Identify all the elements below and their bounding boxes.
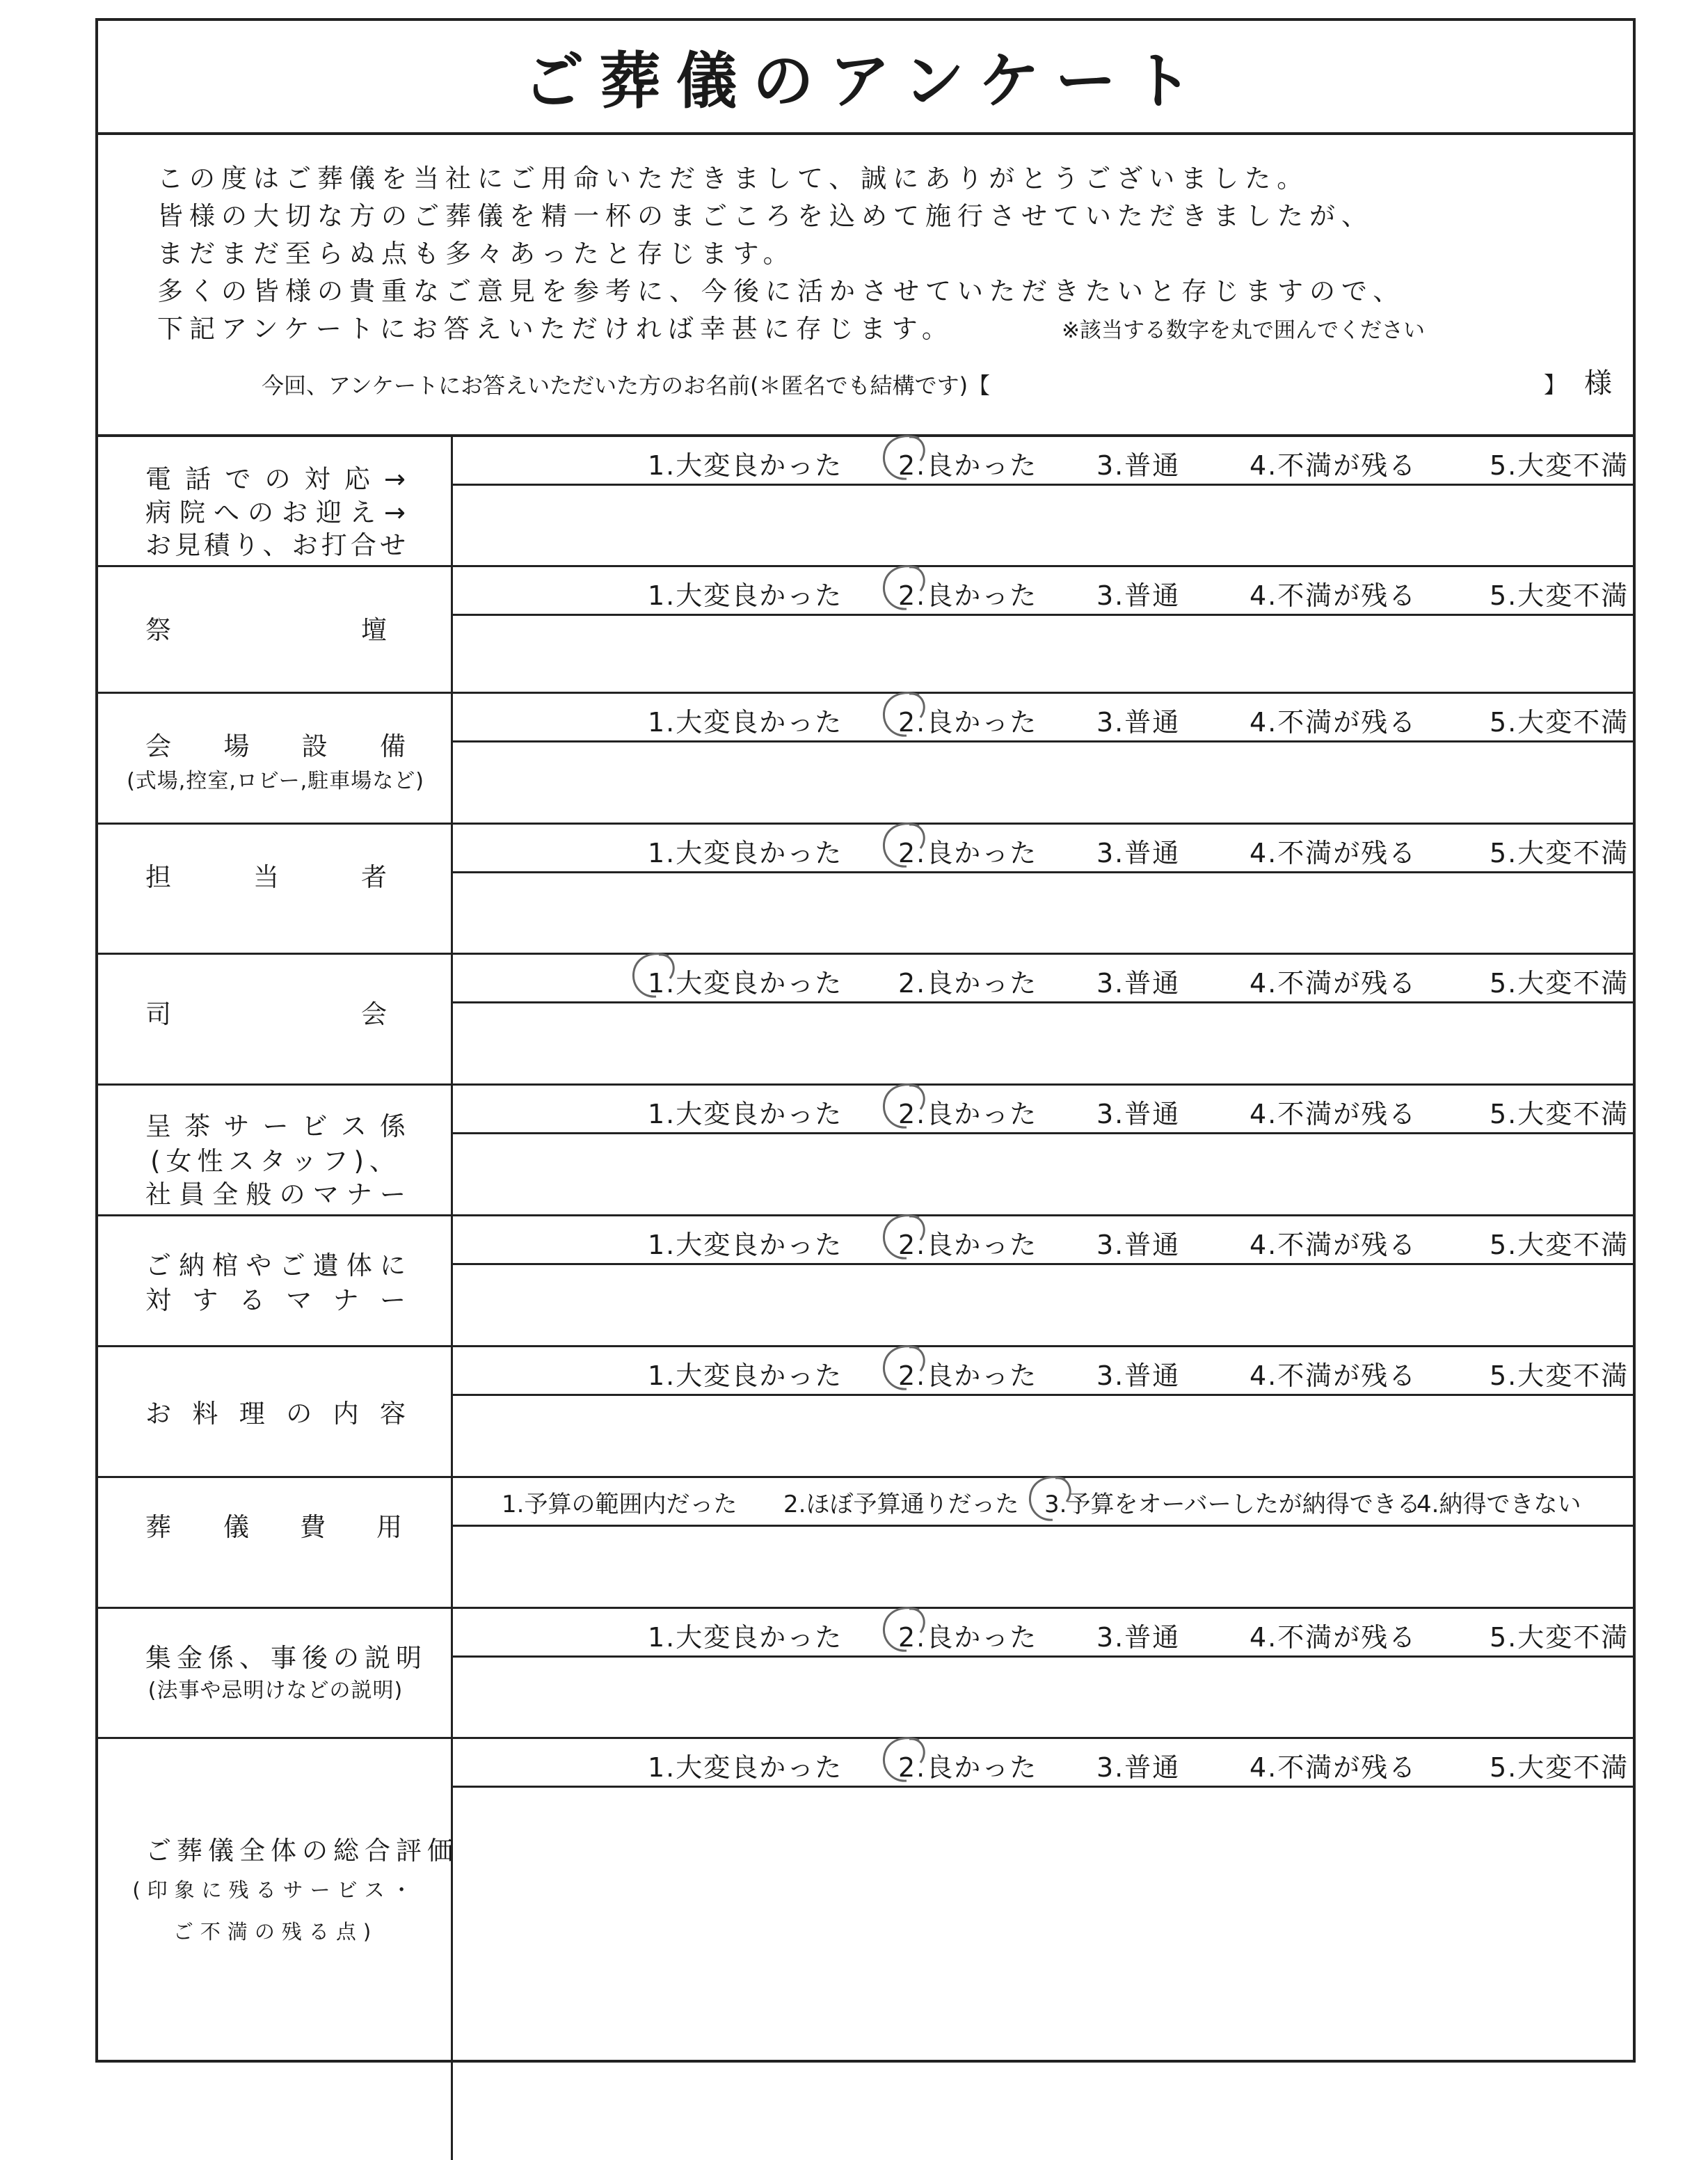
answer-option[interactable]: 4.不満が残る bbox=[1250, 1360, 1417, 1391]
answer-option[interactable]: 2.良かった bbox=[898, 1360, 1038, 1391]
question-label bbox=[98, 1478, 453, 1607]
question-row bbox=[98, 1609, 1633, 1739]
intro-line-5: 下記アンケートにお答えいただければ幸甚に存じます。 bbox=[157, 314, 954, 344]
question-label-line: 対するマナー bbox=[145, 1285, 406, 1315]
question-label-line: 会 bbox=[361, 999, 392, 1029]
question-label-line: ご不満の残る点) bbox=[173, 1920, 378, 1944]
comment-area[interactable] bbox=[453, 1265, 1633, 1345]
intro-line-2: 皆様の大切な方のご葬儀を精一杯のまごころを込めて施行させていただきましたが、 bbox=[157, 201, 1373, 231]
answer-option[interactable]: 4.不満が残る bbox=[1250, 1752, 1417, 1783]
answer-option[interactable]: 4.不満が残る bbox=[1250, 1099, 1417, 1129]
name-bracket-close: 】 bbox=[1543, 372, 1566, 398]
answer-option[interactable]: 1.大変良かった bbox=[648, 580, 843, 611]
question-label bbox=[98, 437, 453, 565]
answer-option[interactable]: 4.不満が残る bbox=[1250, 838, 1417, 868]
question-row bbox=[98, 1216, 1633, 1347]
page-title: ご葬儀のアンケート bbox=[522, 45, 1208, 117]
question-row bbox=[98, 437, 1633, 567]
question-label-line: 費 bbox=[300, 1512, 331, 1542]
question-label-line: 電話での対応→ bbox=[145, 464, 406, 494]
intro-line-3: まだまだ至らぬ点も多々あったと存じます。 bbox=[157, 239, 795, 269]
comment-area[interactable] bbox=[453, 616, 1633, 692]
comment-area[interactable] bbox=[453, 1003, 1633, 1083]
answer-option[interactable]: 1.大変良かった bbox=[648, 838, 843, 868]
answer-option[interactable]: 2.良かった bbox=[898, 1099, 1038, 1129]
question-row bbox=[98, 1739, 1633, 2160]
name-suffix: 様 bbox=[1584, 367, 1612, 399]
question-label-line: 葬 bbox=[145, 1512, 177, 1542]
answer-option[interactable]: 1.大変良かった bbox=[648, 968, 843, 999]
question-row bbox=[98, 567, 1633, 694]
intro-section bbox=[98, 135, 1633, 437]
question-label-line: 呈茶サービス係 bbox=[145, 1111, 406, 1141]
answer-options bbox=[453, 694, 1633, 742]
question-label-line: (印象に残るサービス・ bbox=[132, 1878, 419, 1902]
question-row bbox=[98, 694, 1633, 825]
answer-options bbox=[453, 567, 1633, 616]
answer-options bbox=[453, 1609, 1633, 1658]
answer-option[interactable]: 4.不満が残る bbox=[1250, 968, 1417, 999]
question-label-line: ご納棺やご遺体に bbox=[145, 1250, 406, 1280]
question-row bbox=[98, 1347, 1633, 1478]
question-label-line: 壇 bbox=[361, 615, 392, 645]
question-label bbox=[98, 1086, 453, 1214]
answer-option[interactable]: 3.普通 bbox=[1096, 580, 1181, 611]
answer-options bbox=[453, 1216, 1633, 1265]
question-label-line: ご葬儀全体の総合評価 bbox=[145, 1836, 458, 1866]
answer-option[interactable]: 4.不満が残る bbox=[1250, 450, 1417, 481]
answer-option[interactable]: 1.大変良かった bbox=[648, 1360, 843, 1391]
answer-option[interactable]: 1.大変良かった bbox=[648, 1099, 843, 1129]
survey-sheet bbox=[95, 18, 1636, 2063]
question-label-line: 者 bbox=[361, 862, 392, 892]
answer-option[interactable]: 4.不満が残る bbox=[1250, 1230, 1417, 1260]
answer-options bbox=[453, 1478, 1633, 1527]
answer-option[interactable]: 2.良かった bbox=[898, 707, 1038, 738]
answer-options bbox=[453, 825, 1633, 873]
answer-option[interactable]: 5.大変不満 bbox=[1490, 968, 1629, 999]
question-label-line: (法事や忌明けなどの説明) bbox=[147, 1678, 404, 1703]
question-row bbox=[98, 825, 1633, 955]
question-row bbox=[98, 1478, 1633, 1609]
comment-area[interactable] bbox=[453, 1658, 1633, 1737]
answer-options bbox=[453, 1086, 1633, 1134]
question-label-line: 用 bbox=[376, 1512, 408, 1542]
answer-option[interactable]: 1.予算の範囲内だった bbox=[502, 1491, 737, 1518]
comment-area[interactable] bbox=[453, 1134, 1633, 1214]
answer-options bbox=[453, 437, 1633, 486]
answer-options bbox=[453, 1347, 1633, 1396]
question-label-line: 当 bbox=[253, 862, 285, 892]
answer-option[interactable]: 3.普通 bbox=[1096, 838, 1181, 868]
answer-option[interactable]: 2.良かった bbox=[898, 580, 1038, 611]
answer-option[interactable]: 2.良かった bbox=[898, 1752, 1038, 1783]
answer-option[interactable]: 3.普通 bbox=[1096, 1230, 1181, 1260]
comment-area[interactable] bbox=[453, 1788, 1633, 2160]
answer-option[interactable]: 2.良かった bbox=[898, 968, 1038, 999]
intro-line-1: この度はご葬儀を当社にご用命いただきまして、誠にありがとうございました。 bbox=[157, 164, 1309, 193]
question-label bbox=[98, 567, 453, 692]
answer-option[interactable]: 3.予算をオーバーしたが納得できる bbox=[1044, 1491, 1421, 1518]
comment-area[interactable] bbox=[453, 1396, 1633, 1476]
answer-options bbox=[453, 955, 1633, 1003]
intro-line-4: 多くの皆様の貴重なご意見を参考に、今後に活かさせていただきたいと存じますので、 bbox=[157, 276, 1405, 306]
answer-option[interactable]: 2.良かった bbox=[898, 1622, 1038, 1653]
answer-option[interactable]: 5.大変不満 bbox=[1490, 838, 1629, 868]
answer-option[interactable]: 1.大変良かった bbox=[648, 1230, 843, 1260]
question-label bbox=[98, 825, 453, 953]
answer-option[interactable]: 2.良かった bbox=[898, 1230, 1038, 1260]
answer-options bbox=[453, 1739, 1633, 1788]
answer-option[interactable]: 1.大変良かった bbox=[648, 1622, 843, 1653]
comment-area[interactable] bbox=[453, 873, 1633, 953]
comment-area[interactable] bbox=[453, 1527, 1633, 1607]
answer-option[interactable]: 1.大変良かった bbox=[648, 707, 843, 738]
answer-option[interactable]: 3.普通 bbox=[1096, 1360, 1181, 1391]
question-label-line: 儀 bbox=[223, 1512, 255, 1542]
answer-option[interactable]: 1.大変良かった bbox=[648, 1752, 843, 1783]
answer-option[interactable]: 5.大変不満 bbox=[1490, 1360, 1629, 1391]
question-label-line: 司 bbox=[145, 999, 177, 1029]
answer-option[interactable]: 5.大変不満 bbox=[1490, 1622, 1629, 1653]
answer-option[interactable]: 5.大変不満 bbox=[1490, 707, 1629, 738]
answer-option[interactable]: 5.大変不満 bbox=[1490, 1230, 1629, 1260]
answer-option[interactable]: 3.普通 bbox=[1096, 450, 1181, 481]
answer-option[interactable]: 3.普通 bbox=[1096, 1752, 1181, 1783]
question-label-line: 病院へのお迎え→ bbox=[145, 498, 406, 527]
question-label-line: 会場設備 bbox=[145, 731, 406, 761]
answer-option[interactable]: 5.大変不満 bbox=[1490, 1099, 1629, 1129]
question-label-line: (女性スタッフ)、 bbox=[150, 1146, 401, 1176]
question-label-line: お見積り、お打合せ bbox=[145, 530, 406, 560]
answer-option[interactable]: 2.良かった bbox=[898, 450, 1038, 481]
comment-area[interactable] bbox=[453, 742, 1633, 823]
question-label bbox=[98, 1347, 453, 1476]
answer-option[interactable]: 4.納得できない bbox=[1416, 1491, 1581, 1518]
question-row bbox=[98, 1086, 1633, 1216]
answer-option[interactable]: 3.普通 bbox=[1096, 1099, 1181, 1129]
answer-option[interactable]: 4.不満が残る bbox=[1250, 580, 1417, 611]
title-bar bbox=[98, 21, 1633, 135]
answer-option[interactable]: 2.良かった bbox=[898, 838, 1038, 868]
answer-option[interactable]: 5.大変不満 bbox=[1490, 450, 1629, 481]
answer-option[interactable]: 2.ほぼ予算通りだった bbox=[783, 1491, 1019, 1518]
name-field-end bbox=[1544, 361, 1612, 401]
question-label-line: (式場,控室,ロビー,駐車場など) bbox=[127, 769, 424, 793]
question-label bbox=[98, 955, 453, 1083]
answer-option[interactable]: 5.大変不満 bbox=[1490, 1752, 1629, 1783]
question-rows bbox=[98, 437, 1633, 2160]
question-label-line: 社員全般のマナー bbox=[145, 1180, 406, 1209]
question-label bbox=[98, 1739, 458, 2160]
answer-option[interactable]: 3.普通 bbox=[1096, 707, 1181, 738]
question-label-line: 集金係、事後の説明 bbox=[145, 1643, 427, 1673]
answer-option[interactable]: 4.不満が残る bbox=[1250, 1622, 1417, 1653]
name-prompt: 今回、アンケートにお答えいただいた方のお名前(＊匿名でも結構です)【 bbox=[262, 372, 991, 399]
instruction-note: ※該当する数字を丸で囲んでください bbox=[1062, 318, 1425, 343]
question-label-line: 担 bbox=[145, 862, 177, 892]
answer-option[interactable]: 4.不満が残る bbox=[1250, 707, 1417, 738]
answer-option[interactable]: 3.普通 bbox=[1096, 1622, 1181, 1653]
question-label-line: 祭 bbox=[145, 615, 177, 645]
answer-option[interactable]: 1.大変良かった bbox=[648, 450, 843, 481]
question-label-line: お料理の内容 bbox=[145, 1399, 406, 1429]
question-label bbox=[98, 1216, 453, 1345]
question-row bbox=[98, 955, 1633, 1086]
question-label bbox=[98, 1609, 453, 1737]
answer-option[interactable]: 3.普通 bbox=[1096, 968, 1181, 999]
question-label bbox=[98, 694, 453, 823]
answer-option[interactable]: 5.大変不満 bbox=[1490, 580, 1629, 611]
comment-area[interactable] bbox=[453, 486, 1633, 565]
